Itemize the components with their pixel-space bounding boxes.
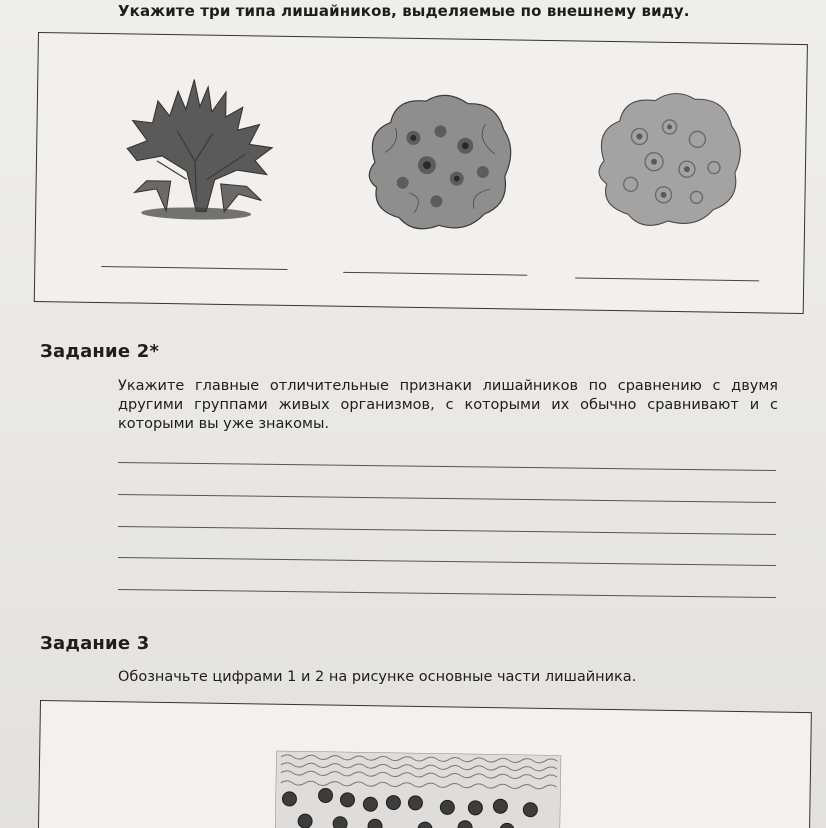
task3-text: Обозначьте цифрами 1 и 2 на рисунке основные части лишайника. [118, 669, 637, 685]
crustose-lichen-icon [588, 86, 750, 238]
task2-answer-line-5[interactable] [118, 589, 776, 598]
task3-heading: Задание 3 [40, 633, 150, 654]
lichen-cross-section-icon [275, 751, 561, 828]
task2-answer-line-1[interactable] [118, 462, 776, 471]
task2-answer-line-4[interactable] [118, 557, 776, 566]
answer-blank-3[interactable] [575, 277, 759, 281]
fruticose-lichen-icon [106, 60, 288, 223]
foliose-lichen-icon [354, 82, 521, 240]
task2-heading: Задание 2* [40, 341, 160, 362]
task1-figure-frame [34, 32, 808, 314]
answer-blank-2[interactable] [343, 272, 527, 276]
task3-figure-frame [38, 700, 812, 828]
answer-blank-1[interactable] [101, 266, 287, 270]
task2-answer-line-3[interactable] [118, 526, 776, 535]
task2-text: Укажите главные отличительные признаки лишайников по сравнению с двумя другими группами живых организмов, с которыми их обычно сравнивают и с которыми вы уже знакомы. [118, 378, 778, 432]
task1-instruction: Укажите три типа лишайников, выделяемые по внешнему виду. [118, 2, 690, 20]
task2-answer-line-2[interactable] [118, 494, 776, 503]
